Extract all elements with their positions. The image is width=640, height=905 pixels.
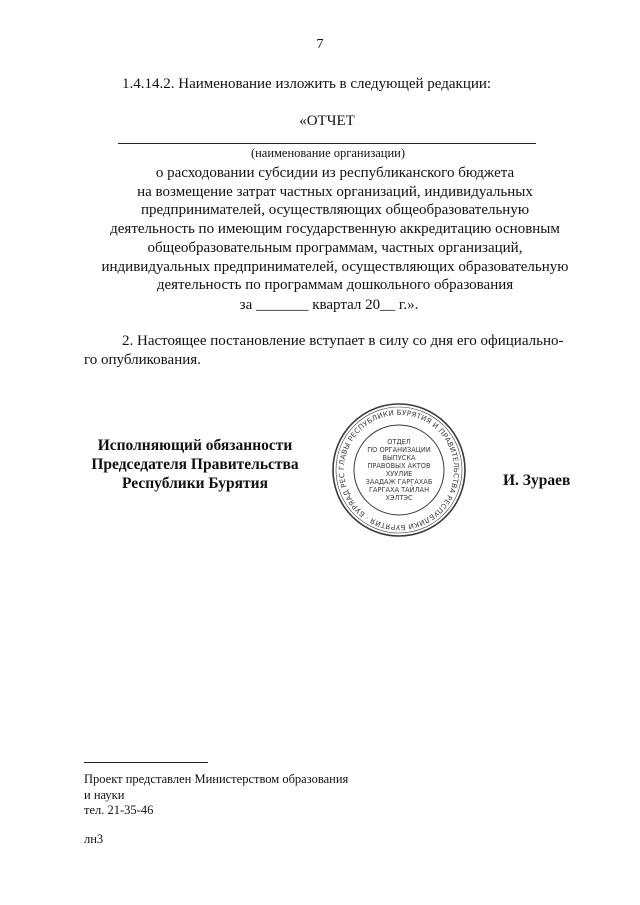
footnote-line: Проект представлен Министерством образования [84,772,349,786]
report-title: «ОТЧЕТ [299,113,355,129]
seal-inner-line: ПО ОРГАНИЗАЦИИ [367,446,431,454]
signatory-title [60,436,330,493]
footnote-line: и науки [84,787,125,802]
footnote-divider [84,762,208,763]
report-subject-line: предпринимателей, осуществляющих общеобразовательную [140,202,530,219]
seal-inner-line: ОТДЕЛ [387,438,411,446]
signatory-title-line: Председателя Правительства [91,456,299,473]
official-seal [331,402,467,538]
report-subject-line: индивидуальных предпринимателей, осуществляющих образовательную [101,258,569,275]
seal-inner-line: ХЭЛТЭС [385,494,413,502]
report-subject-line: о расходовании субсидии из республиканского бюджета [155,165,515,181]
signatory-title-line: Республики Бурятия [122,475,268,492]
report-subject-line: на возмещение затрат частных организаций, индивидуальных [137,183,533,200]
report-subject-line: деятельность по программам дошкольного образования [156,277,514,294]
seal-inner-line: ЗААДАЖ ГАРГАХАБ [365,478,433,486]
document-ref-code: лн3 [84,832,104,846]
report-period-line: за _______ квартал 20__ г.». [239,297,419,313]
effective-date-paragraph [84,332,574,369]
footnote-line: тел. 21-35-46 [84,803,154,817]
organization-name-blank [118,143,536,144]
seal-inner-line: ГАРГАХА ТАЙЛАН [368,486,430,494]
report-subject-line: деятельность по имеющим государственную аккредитацию основным [110,221,560,238]
signatory-name: И. Зураев [503,472,571,489]
seal-inner-line: ВЫПУСКА [382,454,416,462]
report-subject-line: общеобразовательным программам, частных организаций, [147,239,523,256]
report-subject [80,164,590,295]
amendment-intro: 1.4.14.2. Наименование изложить в следующей редакции: [122,76,492,92]
organization-caption: (наименование организации) [250,146,406,160]
seal-inner-line: ХУУЛИЕ [385,470,413,478]
effective-date-line: го опубликования. [84,351,201,368]
effective-date-line: 2. Настоящее постановление вступает в силу со дня его официально- [122,333,564,349]
page-number: 7 [316,37,324,52]
seal-graphic [331,402,467,538]
seal-outer-text: ГЛАВЫ РЕСПУБЛИКИ БУРЯТИЯ И ПРАВИТЕЛЬСТВА РЕСПУБЛИКИ БУРЯТИЯ · БУРЯАД РЕС [336,407,462,533]
seal-inner-text [366,438,433,502]
seal-inner-line: ПРАВОВЫХ АКТОВ [367,462,431,470]
signatory-title-line: Исполняющий обязанности [97,437,293,454]
footnote [84,772,414,819]
